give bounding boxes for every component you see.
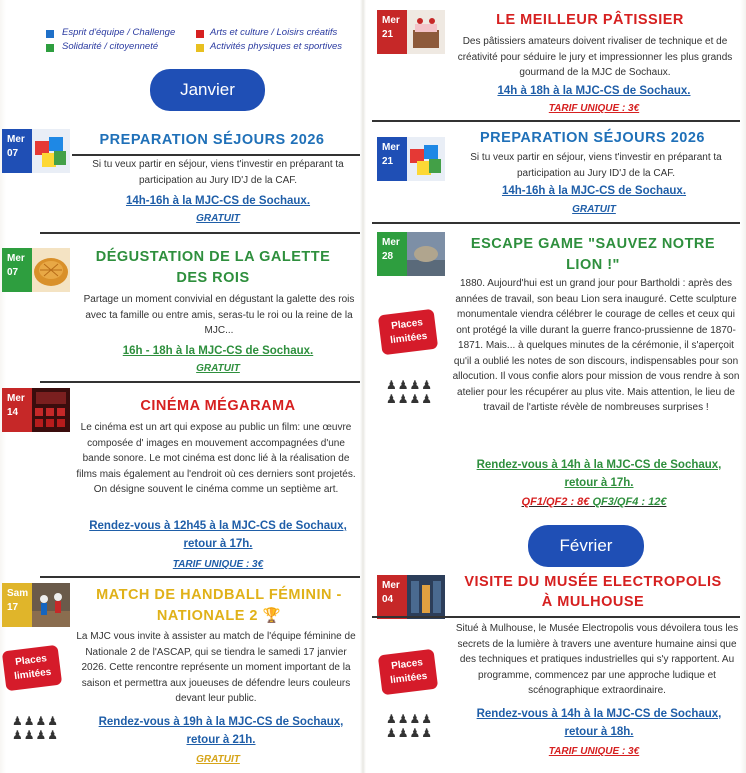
event-venue: Rendez-vous à 19h à la MJC-CS de Sochaux, retour à 21h.	[98, 716, 344, 746]
divider	[72, 154, 360, 156]
month-january: Janvier	[150, 69, 265, 111]
badge-date: 07	[7, 267, 19, 278]
badge-day: Mer	[382, 580, 400, 591]
badge-date: 04	[382, 594, 394, 605]
event-description: Si tu veux partir en séjour, viens t'investir en préparant ta participation au Jury ID'J de la CAF.	[470, 152, 722, 179]
event-venue: Rendez-vous à 14h à la MJC-CS de Sochaux, retour à 18h.	[476, 708, 722, 738]
divider	[372, 120, 740, 122]
people-icon: ♟♟♟♟ ♟♟♟♟	[386, 712, 434, 740]
people-icon: ♟♟♟♟ ♟♟♟♟	[386, 378, 434, 406]
legend-swatch-red	[196, 30, 204, 38]
badge-day: Mer	[382, 237, 400, 248]
event-description: Des pâtissiers amateurs doivent rivaliser de technique et de créativité pour séduire le jury et impressionner les plus grands gourmand de la MJC de Sochaux.	[457, 36, 733, 78]
event-tarif: TARIF UNIQUE : 3€	[172, 559, 264, 570]
event-title: PREPARATION SÉJOURS 2026	[480, 130, 705, 146]
legend-label: Esprit d'équipe / Challenge	[62, 27, 176, 38]
event-description: Situé à Mulhouse, le Musée Electropolis vous dévoilera tous les secrets de la lumière à travers une aventure humaine ainsi que des techniques et pratiques industrielles qui s'y rapportent. Au programme, commencez par une approche ludique et scénographique extraordinaire.	[455, 623, 739, 696]
event-description: Partage un moment convivial en dégustant la galette des rois avec ta famille ou entre amis, seras-tu le roi ou la reine de la MJC...	[83, 294, 355, 336]
divider	[40, 576, 360, 578]
legend-label: Solidarité / citoyenneté	[62, 41, 159, 52]
legend-label: Arts et culture / Loisirs créatifs	[210, 27, 338, 38]
event-venue: 14h-16h à la MJC-CS de Sochaux.	[501, 185, 687, 197]
badge-day: Mer	[382, 15, 400, 26]
date-badge	[2, 583, 32, 627]
event-title: CINÉMA MÉGARAMA	[140, 398, 296, 414]
puzzle-image	[32, 129, 70, 173]
badge-date: 14	[7, 407, 19, 418]
event-venue: 14h-16h à la MJC-CS de Sochaux.	[125, 195, 311, 207]
event-title: PREPARATION SÉJOURS 2026	[99, 132, 325, 148]
tarif-qf12: QF1/QF2 : 8€	[521, 496, 590, 508]
event-tarif	[448, 496, 740, 508]
event-tarif: GRATUIT	[196, 754, 240, 765]
legend-swatch-blue	[46, 30, 54, 38]
divider	[40, 232, 360, 234]
divider	[372, 222, 740, 224]
event-title-text: MATCH DE HANDBALL FÉMININ - NATIONALE 2	[96, 587, 342, 624]
event-description: La MJC vous invite à assister au match de l'équipe féminine de Nationale 2 de l'ASCAP, qui se tiendra le samedi 17 janvier 2026. Cette rencontre représente un moment important de la saison et permettra aux joueuses de défendre leurs couleurs devant leur public.	[76, 631, 356, 704]
places-limitees-badge: Places limitées	[378, 649, 438, 696]
date-badge	[2, 248, 32, 292]
badge-day: Mer	[7, 253, 25, 264]
badge-date: 07	[7, 148, 19, 159]
places-limitees-badge: Places limitées	[2, 645, 62, 692]
event-description: 1880. Aujourd'hui est un grand jour pour Bartholdi : après des années de travail, son beau Lion sera inauguré. Cette sculpture monumentale viendra célébrer le courage de celles et ceux qui ont protégé la ville durant la guerre franco-prussienne de 1870-1871. Mais... à quelques minutes de la cérémonie, il s'aperçoit qu'il a oublié les notes de son discours, indispensables pour son allocution. Il vous confie alors pour mission de vous rendre à son atelier pour les récupérer au plus vite. Mais attention, le lieu de travail de l'artiste révèle de nombreuses surprises !	[452, 278, 740, 413]
legend-swatch-yellow	[196, 44, 204, 52]
date-badge	[2, 388, 32, 432]
page-fold	[360, 0, 366, 773]
month-february: Février	[528, 525, 644, 567]
event-title: LE MEILLEUR PÂTISSIER	[496, 12, 684, 28]
tarif-qf34: QF3/QF4 : 12€	[592, 496, 667, 508]
date-badge	[377, 575, 407, 619]
date-badge	[377, 10, 407, 54]
badge-date: 28	[382, 251, 394, 262]
event-tarif: TARIF UNIQUE : 3€	[548, 746, 640, 757]
people-icon: ♟♟♟♟ ♟♟♟♟	[12, 714, 60, 742]
event-title: ESCAPE GAME "SAUVEZ NOTRE LION !"	[470, 236, 716, 273]
divider	[372, 616, 740, 618]
handball-image	[32, 583, 70, 627]
date-badge	[377, 232, 407, 276]
lion-image	[407, 232, 445, 276]
event-title: DÉGUSTATION DE LA GALETTE DES ROIS	[95, 249, 331, 286]
badge-day: Mer	[7, 393, 25, 404]
event-tarif: GRATUIT	[196, 363, 240, 374]
cinema-image	[32, 388, 70, 432]
event-tarif: TARIF UNIQUE : 3€	[548, 103, 640, 114]
badge-day: Mer	[382, 142, 400, 153]
museum-image	[407, 575, 445, 619]
event-tarif: GRATUIT	[196, 213, 240, 224]
badge-day: Sam	[7, 588, 29, 599]
event-venue: Rendez-vous à 12h45 à la MJC-CS de Sochaux, retour à 17h.	[89, 520, 347, 550]
event-description: Si tu veux partir en séjour, viens t'investir en préparant ta participation au Jury ID'J de la CAF.	[92, 159, 344, 186]
badge-day: Mer	[7, 134, 25, 145]
badge-date: 21	[382, 29, 394, 40]
puzzle-image	[407, 137, 445, 181]
places-limitees-badge: Places limitées	[378, 309, 438, 356]
legend-swatch-green	[46, 44, 54, 52]
galette-image	[32, 248, 70, 292]
divider	[40, 381, 360, 383]
event-tarif: GRATUIT	[572, 204, 616, 215]
trophy-icon: 🏆	[262, 608, 282, 624]
event-venue: Rendez-vous à 14h à la MJC-CS de Sochaux, retour à 17h.	[476, 459, 722, 489]
event-venue: 14h à 18h à la MJC-CS de Sochaux.	[497, 85, 691, 97]
date-badge	[377, 137, 407, 181]
event-description: Le cinéma est un art qui expose au public un film: une œuvre composée d' images en mouvement accompagnées d'une bande sonore. Le mot cinéma est donc lié à la réalisation de films mais également au l'endroit où ces derniers sont projetés. On désigne souvent le cinéma comme un septième art.	[76, 422, 356, 495]
legend-label: Activités physiques et sportives	[210, 41, 343, 52]
event-title: VISITE DU MUSÉE ELECTROPOLIS À MULHOUSE	[464, 574, 722, 610]
patisserie-image	[407, 10, 445, 54]
event-venue: 16h - 18h à la MJC-CS de Sochaux.	[122, 345, 314, 357]
badge-date: 21	[382, 156, 394, 167]
badge-date: 17	[7, 602, 19, 613]
event-title	[78, 585, 360, 627]
date-badge	[2, 129, 32, 173]
